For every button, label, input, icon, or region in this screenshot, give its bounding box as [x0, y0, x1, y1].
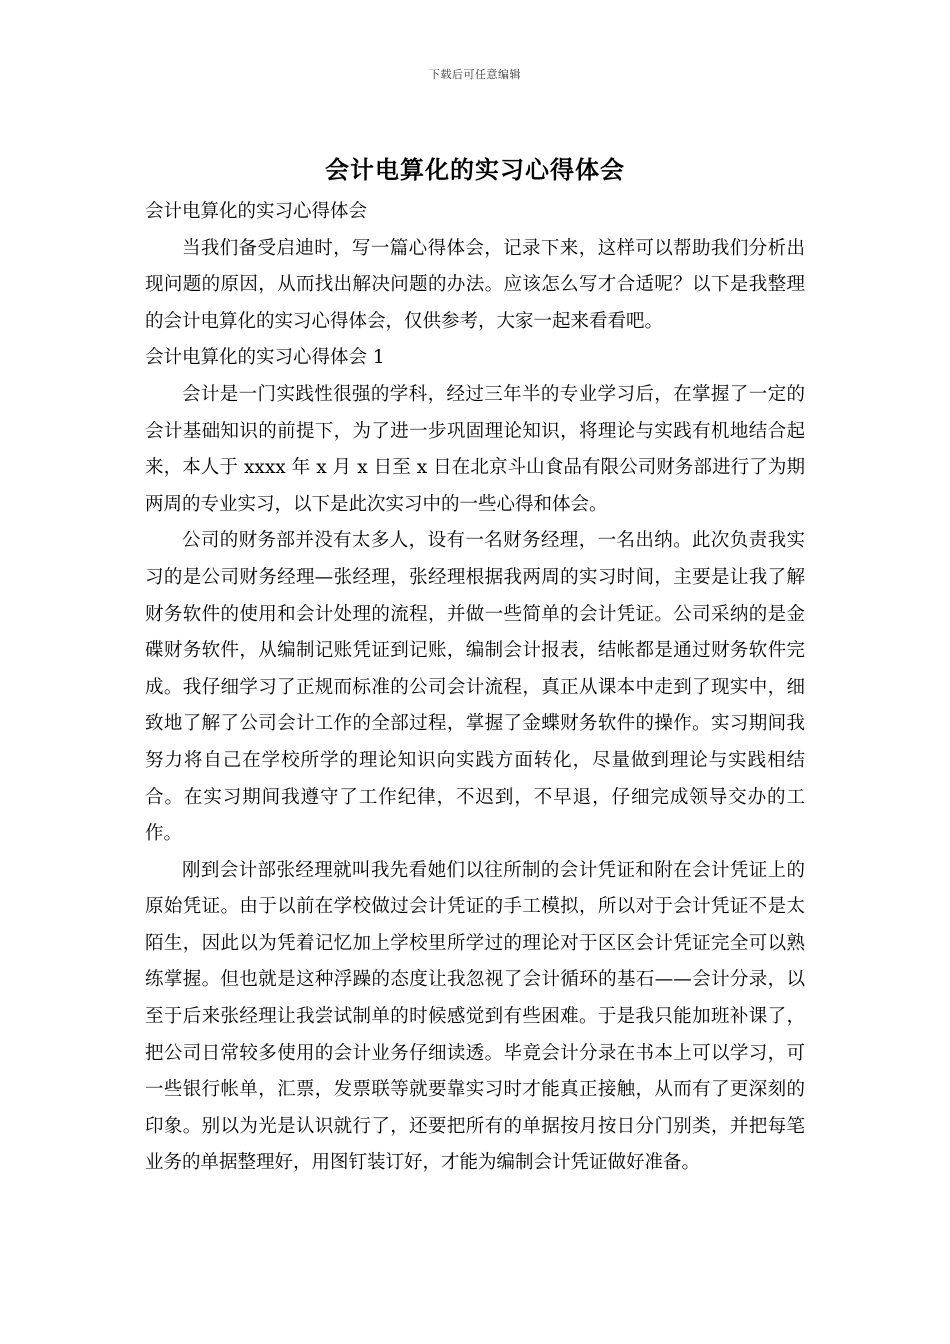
subtitle-paragraph: 会计电算化的实习心得体会 [145, 201, 368, 222]
body-paragraph: 公司的财务部并没有太多人，设有一名财务经理，一名出纳。此次负责我实习的是公司财务经理—张经理，张经理根据我两周的实习时间，主要是让我了解财务软件的使用和会计处理的流程，并做一些简单的会计凭证。公司采纳的是金碟财务软件，从编制记账凭证到记账，编制会计报表，结帐都是通过财务软件完成。我仔细学习了正规而标准的公司会计流程，真正从课本中走到了现实中，细致地了解了公司会计工作的全部过程，掌握了金蝶财务软件的操作。实习期间我努力将自己在学校所学的理论知识向实践方面转化，尽量做到理论与实践相结合。在实习期间我遵守了工作纪律，不迟到，不早退，仔细完成领导交办的工作。 [145, 530, 805, 845]
body-paragraph: 会计是一门实践性很强的学科，经过三年半的专业学习后，在掌握了一定的会计基础知识的前提下，为了进一步巩固理论知识，将理论与实践有机地结合起来，本人于 xxxx 年 x 月 x 日至 x 日在北京斗山食品有限公司财务部进行了为期两周的专业实习，以下是此次实习中的一些心得和体会。 [145, 383, 805, 515]
document-body [145, 194, 805, 1182]
document-title: 会计电算化的实习心得体会 [325, 156, 625, 184]
body-paragraph: 刚到会计部张经理就叫我先看她们以往所制的会计凭证和附在会计凭证上的原始凭证。由于以前在学校做过会计凭证的手工模拟，所以对于会计凭证不是太陌生，因此以为凭着记忆加上学校里所学过的理论对于区区会计凭证完全可以熟练掌握。但也就是这种浮躁的态度让我忽视了会计循环的基石——会计分录，以至于后来张经理让我尝试制单的时候感觉到有些困难。于是我只能加班补课了，把公司日常较多使用的会计业务仔细读透。毕竟会计分录在书本上可以学习，可一些银行帐单，汇票，发票联等就要靠实习时才能真正接触，从而有了更深刻的印象。别以为光是认识就行了，还要把所有的单据按月按日分门别类，并把每笔业务的单据整理好，用图钉装订好，才能为编制会计凭证做好准备。 [145, 859, 805, 1174]
header-note: 下载后可任意编辑 [429, 68, 521, 81]
section-heading: 会计电算化的实习心得体会 1 [145, 347, 385, 369]
intro-paragraph: 当我们备受启迪时，写一篇心得体会，记录下来，这样可以帮助我们分析出现问题的原因，从而找出解决问题的办法。应该怎么写才合适呢？以下是我整理的会计电算化的实习心得体会，仅供参考，大家一起来看看吧。 [145, 237, 805, 332]
